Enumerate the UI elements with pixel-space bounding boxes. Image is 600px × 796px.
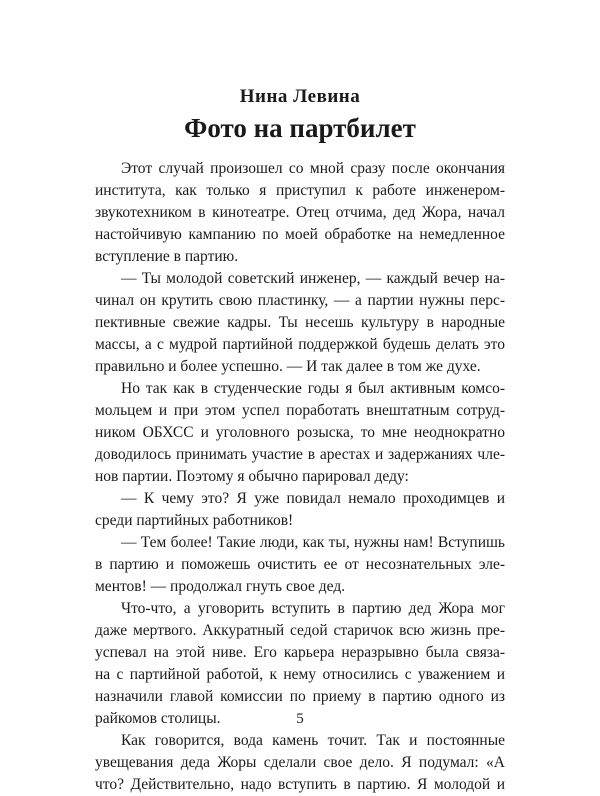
text-line: успевал на этой ниве. Его карьера неразрывно была связа- [95,644,505,661]
text-line: нов партии. Поэтому я обычно парировал деду: [95,468,409,485]
page-number: 5 [296,711,304,727]
text-line: правильно и более успешно. — И так далее в том же духе. [95,358,481,375]
text-line: — Ты молодой советский инженер, — каждый вечер на- [121,270,505,287]
text-line: увещевания деда Жоры сделали свое дело. Я подумал: «А [95,754,505,771]
text-line: ментов! — продолжал гнуть свое дед. [95,578,346,595]
text-line: звукотехником в кинотеатре. Отец отчима, дед Жора, начал [95,204,505,221]
text-line: что? Действительно, надо вступить в партию. Я молодой и [95,776,505,793]
text-line: среди партийных работников! [95,512,294,529]
body-text [95,158,505,796]
text-line: Как говорится, вода камень точит. Так и постоянные [121,732,505,749]
text-line: даже мертвого. Аккуратный седой старичок всю жизнь пре- [95,622,505,639]
text-line: пективные свежие кадры. Ты несешь культуру в народные [95,314,505,331]
text-line: — К чему это? Я уже повидал немало проходимцев и [121,490,505,507]
text-line: Но так как в студенческие годы я был активным комсо- [121,380,505,397]
text-line: Этот случай произошел со мной сразу после окончания [121,160,505,177]
text-line: Что-что, а уговорить вступить в партию дед Жора мог [121,600,505,617]
text-line: доводилось принимать участие в арестах и задержаниях чле- [95,446,505,463]
text-line: вступление в партию. [95,248,239,265]
text-line: в партию и поможешь очистить ее от несознательных эле- [95,556,505,573]
text-line: ником ОБХСС и уголовного розыска, то мне неоднократно [95,424,505,441]
text-line: института, как только я приступил к работе инженером- [95,182,505,199]
text-line: настойчивую кампанию по моей обработке на немедленное [95,226,505,243]
text-line: — Тем более! Такие люди, как ты, нужны нам! Вступишь [121,534,505,551]
text-line: назначили главой комиссии по приему в партию одного из [95,688,505,705]
chapter-title: Фото на партбилет [184,113,416,143]
text-line: мольцем и при этом успел поработать внештатным сотруд- [95,402,505,419]
text-line: райкомов столицы. [95,710,221,727]
text-line: массы, а с мудрой партийной поддержкой будешь делать это [95,336,505,353]
text-line: чинал он крутить свою пластинку, — а партии нужны перс- [95,292,505,309]
text-line: на с партийной работой, к нему относились с уважением и [95,666,505,683]
author-name: Нина Левина [239,86,361,107]
